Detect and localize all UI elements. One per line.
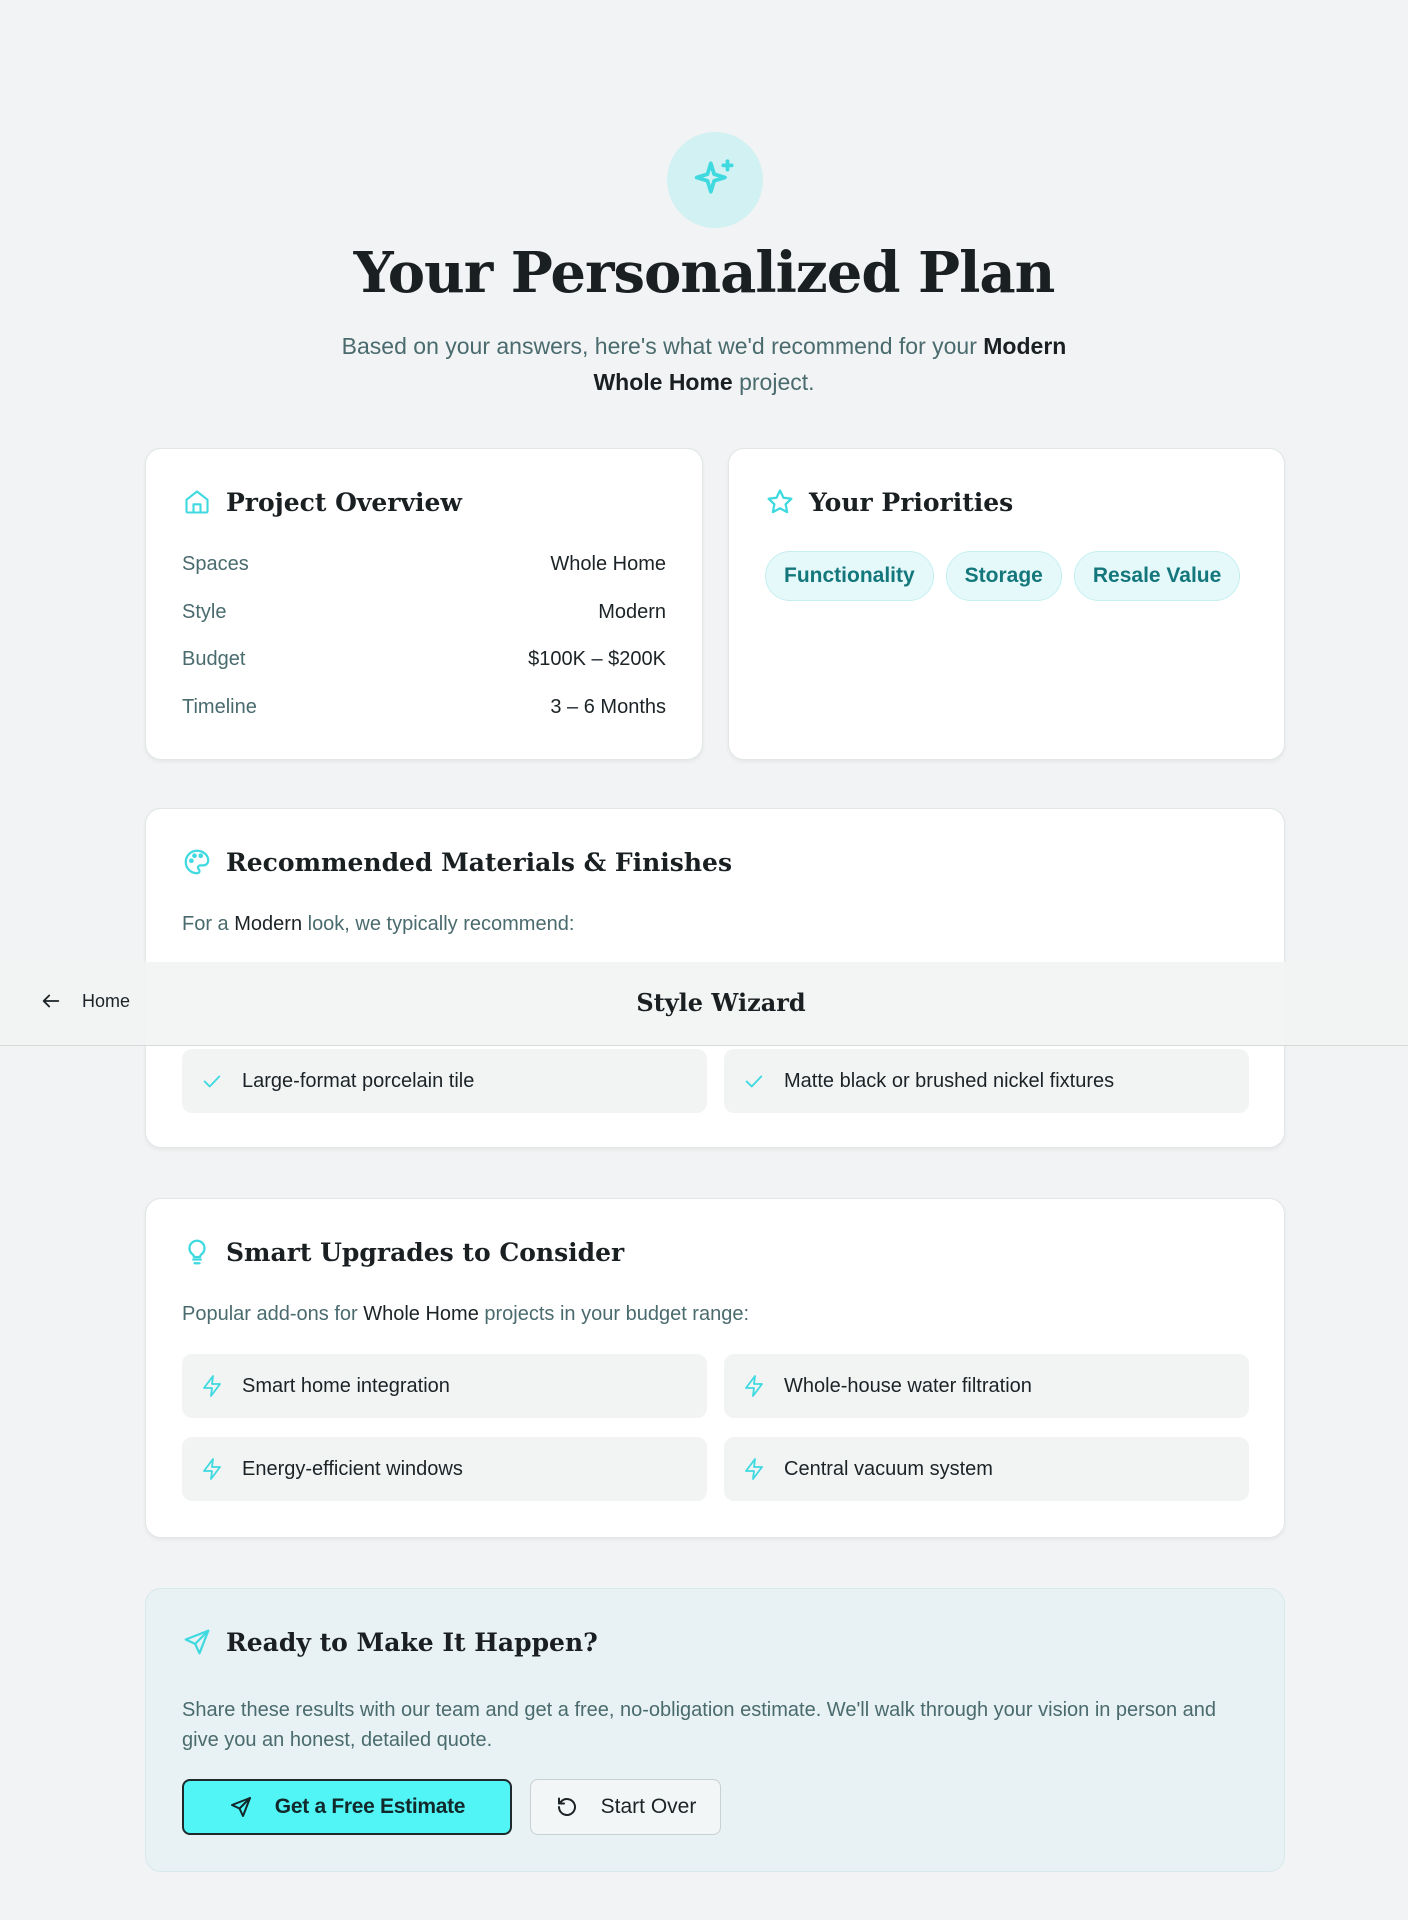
subtitle-text: Based on your answers, here's what we'd recommend for your xyxy=(341,333,984,359)
upgrades-description xyxy=(182,1303,749,1326)
card-title: Ready to Make It Happen? xyxy=(226,1627,598,1657)
rotate-ccw-icon xyxy=(555,1795,579,1819)
desc-text: For a xyxy=(182,913,235,935)
row-value: Whole Home xyxy=(550,553,666,575)
priority-tag: Resale Value xyxy=(1074,551,1240,601)
card-title: Project Overview xyxy=(226,487,462,517)
upgrade-label: Central vacuum system xyxy=(784,1457,993,1480)
lightning-icon xyxy=(182,1374,242,1398)
upgrade-label: Energy-efficient windows xyxy=(242,1457,463,1480)
material-item xyxy=(724,1049,1249,1113)
desc-text: Popular add-ons for xyxy=(182,1303,364,1325)
row-label: Timeline xyxy=(182,696,257,718)
cta-card xyxy=(145,1588,1285,1872)
upgrades-card xyxy=(145,1198,1285,1538)
get-free-estimate-button[interactable] xyxy=(182,1779,512,1835)
lightning-icon xyxy=(724,1374,784,1398)
row-value: 3 – 6 Months xyxy=(550,696,666,718)
palette-icon xyxy=(182,847,212,877)
project-overview-card xyxy=(145,448,703,760)
row-label: Style xyxy=(182,601,227,623)
home-icon xyxy=(182,487,212,517)
subtitle-suffix: project. xyxy=(732,369,815,395)
overview-row-budget xyxy=(182,648,666,671)
sparkles-badge xyxy=(667,132,763,228)
row-value: Modern xyxy=(598,601,666,623)
start-over-button[interactable] xyxy=(530,1779,721,1835)
button-label: Start Over xyxy=(600,1795,697,1818)
lightning-icon xyxy=(182,1457,242,1481)
send-icon xyxy=(182,1627,212,1657)
card-title: Smart Upgrades to Consider xyxy=(226,1237,625,1267)
back-label: Home xyxy=(82,990,131,1011)
lightbulb-icon xyxy=(182,1237,212,1267)
material-label: Matte black or brushed nickel fixtures xyxy=(784,1069,1115,1092)
desc-space: Whole Home xyxy=(363,1303,479,1325)
subtitle-space: Whole Home xyxy=(593,369,733,395)
row-label: Spaces xyxy=(182,553,249,575)
lightning-icon xyxy=(724,1457,784,1481)
upgrade-label: Smart home integration xyxy=(242,1374,450,1397)
desc-text: projects in your budget range: xyxy=(478,1303,750,1325)
row-value: $100K – $200K xyxy=(528,648,666,670)
priorities-card xyxy=(728,448,1285,760)
page-subtitle xyxy=(304,328,1104,400)
desc-text: look, we typically recommend: xyxy=(302,913,575,935)
cta-description: Share these results with our team and get a free, no-obligation estimate. We'll walk through your vision in person and give you an honest, detailed quote. xyxy=(182,1699,1217,1751)
priority-list xyxy=(765,551,1240,601)
materials-description xyxy=(182,913,574,936)
card-title: Recommended Materials & Finishes xyxy=(226,847,733,877)
check-icon xyxy=(724,1070,784,1092)
upgrade-item xyxy=(724,1354,1249,1418)
upgrade-item xyxy=(182,1437,707,1501)
page-title: Your Personalized Plan xyxy=(353,240,1055,306)
card-title: Your Priorities xyxy=(809,487,1014,517)
material-label: Large-format porcelain tile xyxy=(242,1069,475,1092)
sparkles-icon xyxy=(690,155,740,205)
overview-row-timeline xyxy=(182,696,666,719)
overview-row-spaces xyxy=(182,553,666,576)
material-item xyxy=(182,1049,707,1113)
overview-row-style xyxy=(182,601,666,624)
subtitle-style: Modern xyxy=(983,333,1067,359)
send-icon xyxy=(229,1795,253,1819)
check-icon xyxy=(182,1070,242,1092)
app-title: Style Wizard xyxy=(636,988,806,1017)
top-navigation-bar xyxy=(0,962,1408,1046)
priority-tag: Functionality xyxy=(765,551,934,601)
desc-style: Modern xyxy=(234,913,303,935)
upgrade-item xyxy=(724,1437,1249,1501)
button-label: Get a Free Estimate xyxy=(274,1795,466,1818)
upgrade-label: Whole-house water filtration xyxy=(784,1374,1032,1397)
upgrade-item xyxy=(182,1354,707,1418)
priority-tag: Storage xyxy=(946,551,1062,601)
star-icon xyxy=(765,487,795,517)
row-label: Budget xyxy=(182,648,246,670)
